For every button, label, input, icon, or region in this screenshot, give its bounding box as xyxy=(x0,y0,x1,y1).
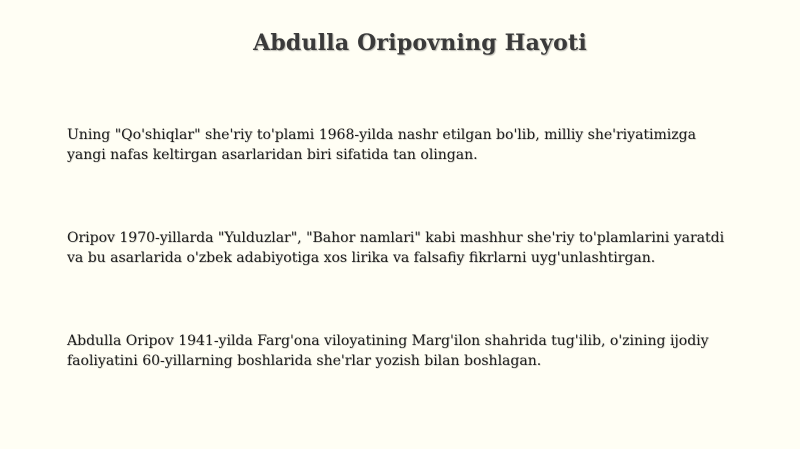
paragraph-biography: Abdulla Oripov 1941-yilda Farg'ona viloyatining Marg'ilon shahrida tug'ilib, o'zining ijodiy faoliyatini 60-yillarning boshlarida she'rlar yozish bilan boshlagan. xyxy=(67,333,709,369)
paragraph-qoshiqlar: Uning "Qo'shiqlar" she'riy to'plami 1968-yilda nashr etilgan bo'lib, milliy she'riyatimizga yangi nafas keltirgan asarlaridan biri sifatida tan olingan. xyxy=(67,127,696,163)
slide-title: Abdulla Oripovning Hayoti xyxy=(253,30,587,56)
paragraph-1970s-works: Oripov 1970-yillarda "Yulduzlar", "Bahor namlari" kabi mashhur she'riy to'plamlarini yaratdi va bu asarlarida o'zbek adabiyotiga xos lirika va falsafiy fikrlarni uyg'unlashtirgan. xyxy=(67,230,725,266)
